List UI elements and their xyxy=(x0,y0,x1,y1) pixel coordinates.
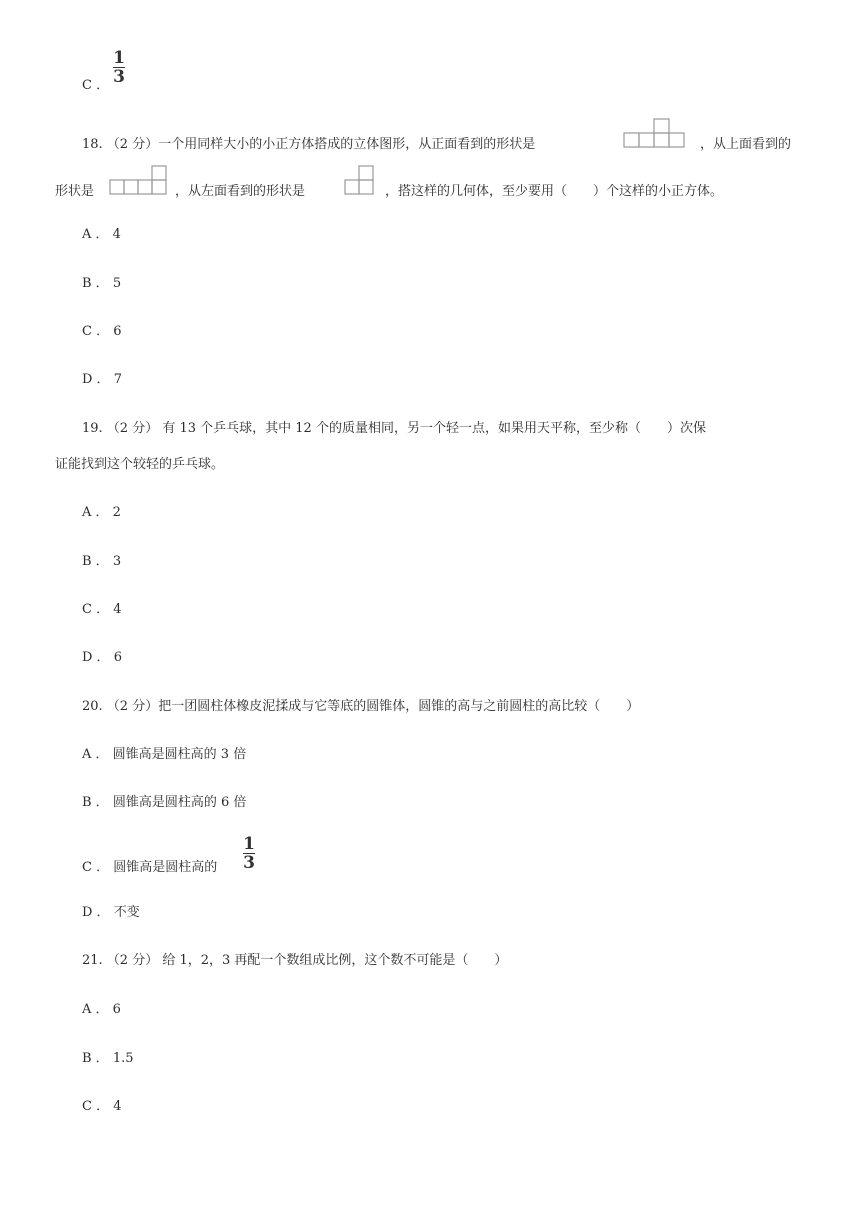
q20-stem: 20. （2 分）把一团圆柱体橡皮泥揉成与它等底的圆锥体，圆锥的高与之前圆柱的高比较（ ） xyxy=(82,699,640,714)
q20-option-a: A ． 圆锥高是圆柱高的 3 倍 xyxy=(82,747,247,762)
fraction-denominator: 3 xyxy=(113,67,125,87)
q17-option-c-fraction xyxy=(113,50,125,85)
q20-option-c-fraction xyxy=(243,836,255,871)
q19-option-c: C ． 4 xyxy=(82,602,122,617)
q18-stem-line1a: 18. （2 分）一个用同样大小的小正方体搭成的立体图形，从正面看到的形状是 xyxy=(82,137,536,152)
q18-stem-line1b: ，从上面看到的 xyxy=(700,137,792,152)
q18-option-d: D ． 7 xyxy=(82,372,122,387)
q19-stem-line2: 证能找到这个较轻的乒乓球。 xyxy=(55,457,225,472)
q19-option-d: D ． 6 xyxy=(82,650,122,665)
q17-option-c-label: C ． xyxy=(82,78,110,93)
left-view-figure xyxy=(343,164,377,196)
q18-option-a: A ． 4 xyxy=(82,227,121,242)
q18-stem-line2c: ，搭这样的几何体，至少要用（ ）个这样的小正方体。 xyxy=(385,184,724,199)
q21-option-a: A ． 6 xyxy=(82,1002,121,1017)
q19-stem-line1: 19. （2 分） 有 13 个乒乓球，其中 12 个的质量相同，另一个轻一点，如果用天平称，至少称（ ）次保 xyxy=(82,421,706,436)
front-view-figure xyxy=(622,117,686,149)
q19-option-b: B ． 3 xyxy=(82,554,122,569)
fraction-numerator: 1 xyxy=(243,834,255,854)
q21-option-b: B ． 1.5 xyxy=(82,1051,134,1066)
q20-option-b: B ． 圆锥高是圆柱高的 6 倍 xyxy=(82,795,247,810)
q21-stem: 21. （2 分） 给 1，2，3 再配一个数组成比例，这个数不可能是（ ） xyxy=(82,953,508,968)
q21-option-c: C ． 4 xyxy=(82,1099,122,1114)
q18-option-b: B ． 5 xyxy=(82,276,122,291)
fraction-numerator: 1 xyxy=(113,48,125,68)
fraction-denominator: 3 xyxy=(243,853,255,873)
top-view-figure xyxy=(108,164,170,196)
q18-stem-line2b: ，从左面看到的形状是 xyxy=(175,184,306,199)
q18-option-c: C ． 6 xyxy=(82,324,122,339)
q20-option-c: C ． 圆锥高是圆柱高的 xyxy=(82,860,218,875)
q18-stem-line2a: 形状是 xyxy=(55,184,95,199)
q19-option-a: A ． 2 xyxy=(82,505,121,520)
q20-option-d: D ． 不变 xyxy=(82,905,140,920)
